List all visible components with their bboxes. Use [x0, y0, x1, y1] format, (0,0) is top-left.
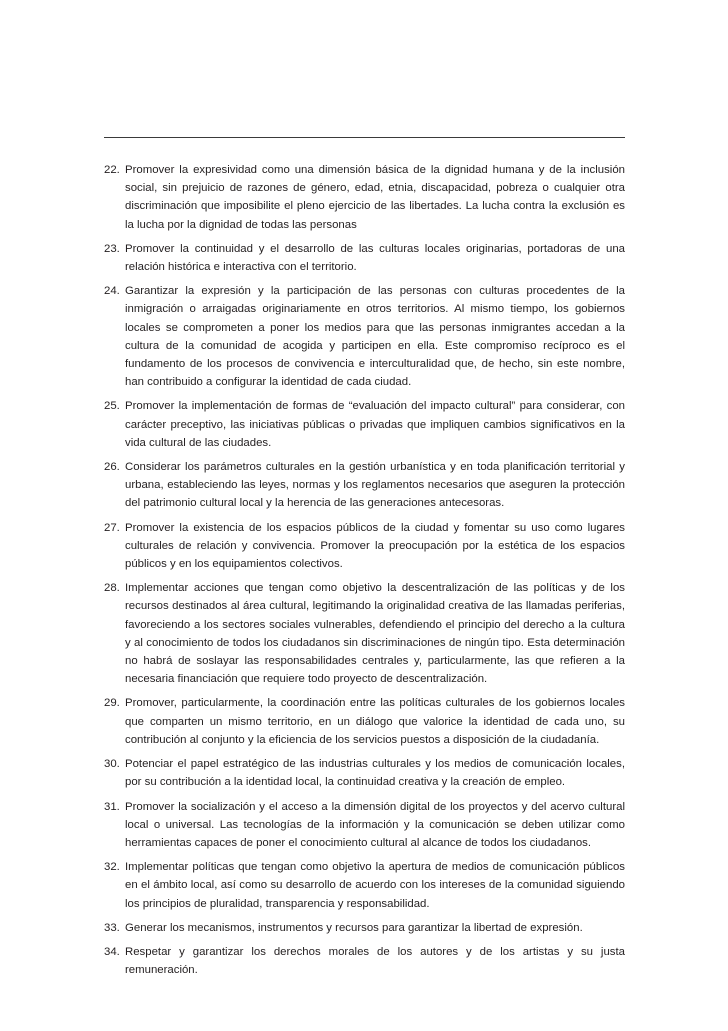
list-item-text: Considerar los parámetros culturales en la gestión urbanística y en toda planificación territorial y urbana, estableciendo las leyes, normas y los reglamentos necesarios que aseguren la protección del patrimonio cultural local y la herencia de las generaciones antecesoras. [125, 461, 625, 510]
list-item-number: 26. [104, 461, 120, 474]
list-item-number: 23. [104, 242, 120, 255]
list-item [104, 755, 625, 791]
list-item-number: 27. [104, 521, 120, 534]
list-item-text: Promover la expresividad como una dimensión básica de la dignidad humana y de la inclusión social, sin prejuicio de razones de género, edad, etnia, discapacidad, pobreza o cualquier otra discriminación que imposibilite el pleno ejercicio de las libertades. La lucha contra la exclusión es la lucha por la dignidad de todas las personas [125, 164, 625, 231]
list-item-number: 34. [104, 945, 120, 958]
list-item [104, 282, 625, 391]
list-item-number: 32. [104, 861, 120, 874]
list-item-text: Implementar acciones que tengan como objetivo la descentralización de las políticas y de los recursos destinados al área cultural, legitimando la originalidad creativa de las llamadas periferias, favoreciendo a los sectores sociales vulnerables, defendiendo el principio del derecho a la cultura y al conocimiento de todos los ciudadanos sin discriminaciones de ningún tipo. Esta determinación no habrá de soslayar las responsabilidades centrales y, particularmente, las que refieren a la necesaria financiación que requiere todo proyecto de descentralización. [125, 582, 625, 686]
list-item [104, 519, 625, 574]
list-item-number: 30. [104, 758, 120, 771]
list-item [104, 943, 625, 979]
numbered-principles-list [104, 161, 625, 985]
list-item [104, 798, 625, 853]
list-item [104, 240, 625, 276]
list-item-text: Generar los mecanismos, instrumentos y recursos para garantizar la libertad de expresión. [125, 921, 583, 934]
list-item-text: Respetar y garantizar los derechos morales de los autores y de los artistas y su justa remuneración. [125, 945, 625, 977]
list-item [104, 458, 625, 513]
list-item-number: 33. [104, 921, 120, 934]
list-item-number: 28. [104, 582, 120, 595]
list-item [104, 579, 625, 688]
list-item-text: Promover la existencia de los espacios públicos de la ciudad y fomentar su uso como lugares culturales de relación y convivencia. Promover la preocupación por la estética de los espacios públicos y en los equipamientos colectivos. [125, 521, 625, 571]
list-item [104, 919, 625, 937]
list-item-text: Implementar políticas que tengan como objetivo la apertura de medios de comunicación públicos en el ámbito local, así como su desarrollo de acuerdo con los intereses de la comunidad siguiendo los principios de pluralidad, transparencia y responsabilidad. [125, 861, 625, 910]
list-item-number: 29. [104, 697, 120, 710]
list-item-number: 25. [104, 400, 120, 413]
list-item-text: Promover la continuidad y el desarrollo de las culturas locales originarias, portadoras de una relación histórica e interactiva con el territorio. [125, 242, 625, 274]
list-item [104, 694, 625, 749]
list-item-text: Promover la implementación de formas de “evaluación del impacto cultural” para considerar, con carácter preceptivo, las iniciativas públicas o privadas que impliquen cambios significativos en la vida cultural de las ciudades. [125, 400, 625, 449]
list-item-text: Garantizar la expresión y la participación de las personas con culturas procedentes de la inmigración o arraigadas originariamente en otros territorios. Al mismo tiempo, los gobiernos locales se comprometen a poner los medios para que las personas inmigrantes accedan a la cultura de la comunidad de acogida y participen en ella. Este compromiso recíproco es el fundamento de los procesos de convivencia e interculturalidad que, de hecho, sin este nombre, han contribuido a configurar la identidad de cada ciudad. [125, 285, 625, 389]
list-item [104, 858, 625, 913]
list-item-text: Promover la socialización y el acceso a la dimensión digital de los proyectos y del acervo cultural local o universal. Las tecnologías de la información y la comunicación se deben utilizar como herramientas capaces de poner el conocimiento cultural al alcance de todos los ciudadanos. [125, 800, 625, 849]
top-divider-rule [104, 137, 625, 138]
list-item-number: 22. [104, 164, 120, 176]
list-item-number: 24. [104, 285, 120, 298]
list-item [104, 397, 625, 452]
list-item-text: Potenciar el papel estratégico de las industrias culturales y los medios de comunicación locales, por su contribución a la identidad local, la continuidad creativa y la creación de empleo. [125, 758, 625, 789]
list-item-number: 31. [104, 800, 120, 813]
list-item [104, 161, 625, 234]
list-item-text: Promover, particularmente, la coordinación entre las políticas culturales de los gobiernos locales que comparten un mismo territorio, en un diálogo que valorice la identidad de cada uno, su contribución al conjunto y la eficiencia de los servicios puestos a disposición de la ciudadanía. [125, 697, 625, 746]
